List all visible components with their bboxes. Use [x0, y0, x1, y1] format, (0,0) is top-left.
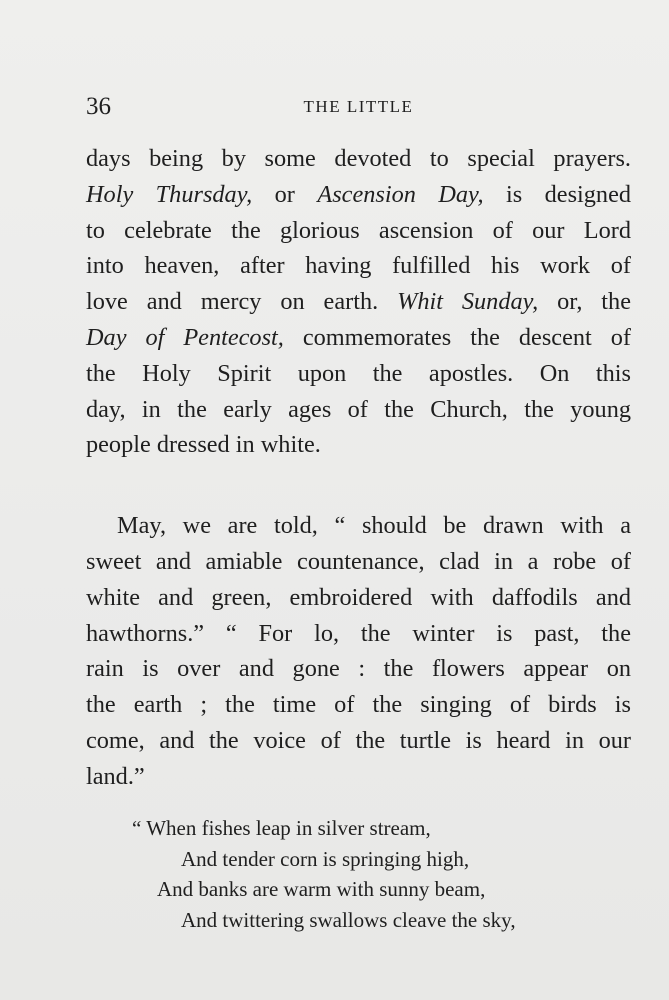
paragraph-gap: [86, 463, 631, 508]
italic-term: Day of Pentecost,: [86, 323, 284, 351]
poem-line: And tender corn is springing high,: [181, 846, 470, 871]
text-line: land.”: [86, 762, 145, 790]
text-line: white and green, embroidered with daffodils and: [86, 583, 631, 611]
italic-term: Whit Sunday,: [397, 288, 539, 316]
text-line: hawthorns.” “ For lo, the winter is past, the: [86, 619, 631, 647]
text-line: rain is over and gone : the flowers appear on: [86, 655, 631, 683]
poem-quote: [132, 813, 582, 935]
poem-line: “ When fishes leap in silver stream,: [132, 816, 431, 840]
text-line: days being by some devoted to special prayers.: [86, 145, 631, 172]
text-line: people dressed in white.: [86, 431, 321, 459]
text-line: to celebrate the glorious ascension of our Lord: [86, 216, 631, 244]
paragraph-1: [86, 141, 631, 463]
text-line: May, we are told, “ should be drawn with a: [117, 512, 631, 540]
italic-term: Holy Thursday,: [86, 180, 253, 208]
text-line: Holy Thursday, or Ascension Day, is designed: [86, 180, 632, 208]
text-line: into heaven, after having fulfilled his work of: [86, 252, 631, 280]
italic-term: Ascension Day,: [317, 180, 484, 208]
text-line: come, and the voice of the turtle is heard in our: [86, 726, 631, 754]
paragraph-2: [86, 508, 631, 794]
text-line: Day of Pentecost, commemorates the descent of: [86, 323, 631, 351]
text-line: sweet and amiable countenance, clad in a robe of: [86, 547, 631, 575]
poem-line: And banks are warm with sunny beam,: [157, 877, 486, 901]
page-number: 36: [86, 93, 111, 120]
body-text: [86, 141, 631, 795]
text-line: the earth ; the time of the singing of birds is: [86, 691, 631, 719]
text-line: the Holy Spirit upon the apostles. On this: [86, 359, 631, 387]
poem-line: And twittering swallows cleave the sky,: [181, 907, 516, 932]
text-line: day, in the early ages of the Church, the young: [86, 395, 631, 423]
page-header: [86, 92, 631, 122]
text-line: love and mercy on earth. Whit Sunday, or, the: [86, 288, 631, 316]
running-title: THE LITTLE: [303, 97, 414, 116]
